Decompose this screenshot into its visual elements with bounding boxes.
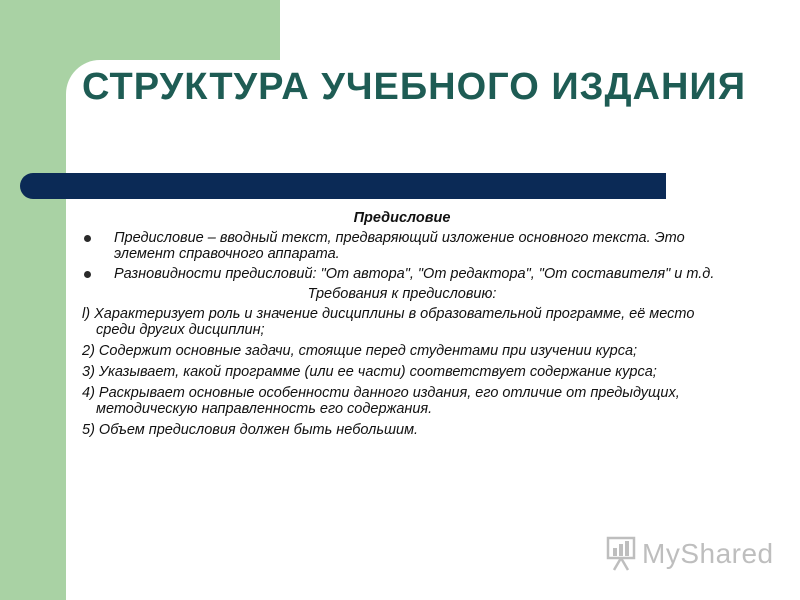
bullet-item [82,230,722,262]
slide-title: СТРУКТУРА УЧЕБНОГО ИЗДАНИЯ [82,66,747,108]
bullet-icon [84,271,91,278]
chart-board-icon [606,536,636,572]
bullet-icon [84,235,91,242]
requirement-item: 2) Содержит основные задачи, стоящие перед студентами при изучении курса; [82,343,638,359]
requirements-heading: Требования к предисловию: [307,286,497,302]
bullet-text: Предисловие – вводный текст, предваряющий изложение основного текста. Это элемент справочного аппарата. [114,230,685,262]
myshared-watermark [606,534,774,574]
requirement-item: 4) Раскрывает основные особенности данного издания, его отличие от предыдущих, методическую направленность его содержания. [82,385,680,417]
bullet-text: Разновидности предисловий: "От автора", "От редактора", "От составителя" и т.д. [114,266,715,282]
requirement-item: 3) Указывает, какой программе (или ее части) соответствует содержание курса; [82,364,657,380]
requirement-item: 5) Объем предисловия должен быть небольшим. [82,422,419,438]
slide-content [82,210,722,443]
watermark-text: MyShared [642,538,774,569]
title-underline-bar [20,173,666,199]
section-heading: Предисловие [353,210,451,226]
bullet-item [82,266,722,282]
bullet-list [82,230,722,282]
requirement-item: l) Характеризует роль и значение дисциплины в образовательной программе, её место среди других дисциплин; [82,306,695,338]
